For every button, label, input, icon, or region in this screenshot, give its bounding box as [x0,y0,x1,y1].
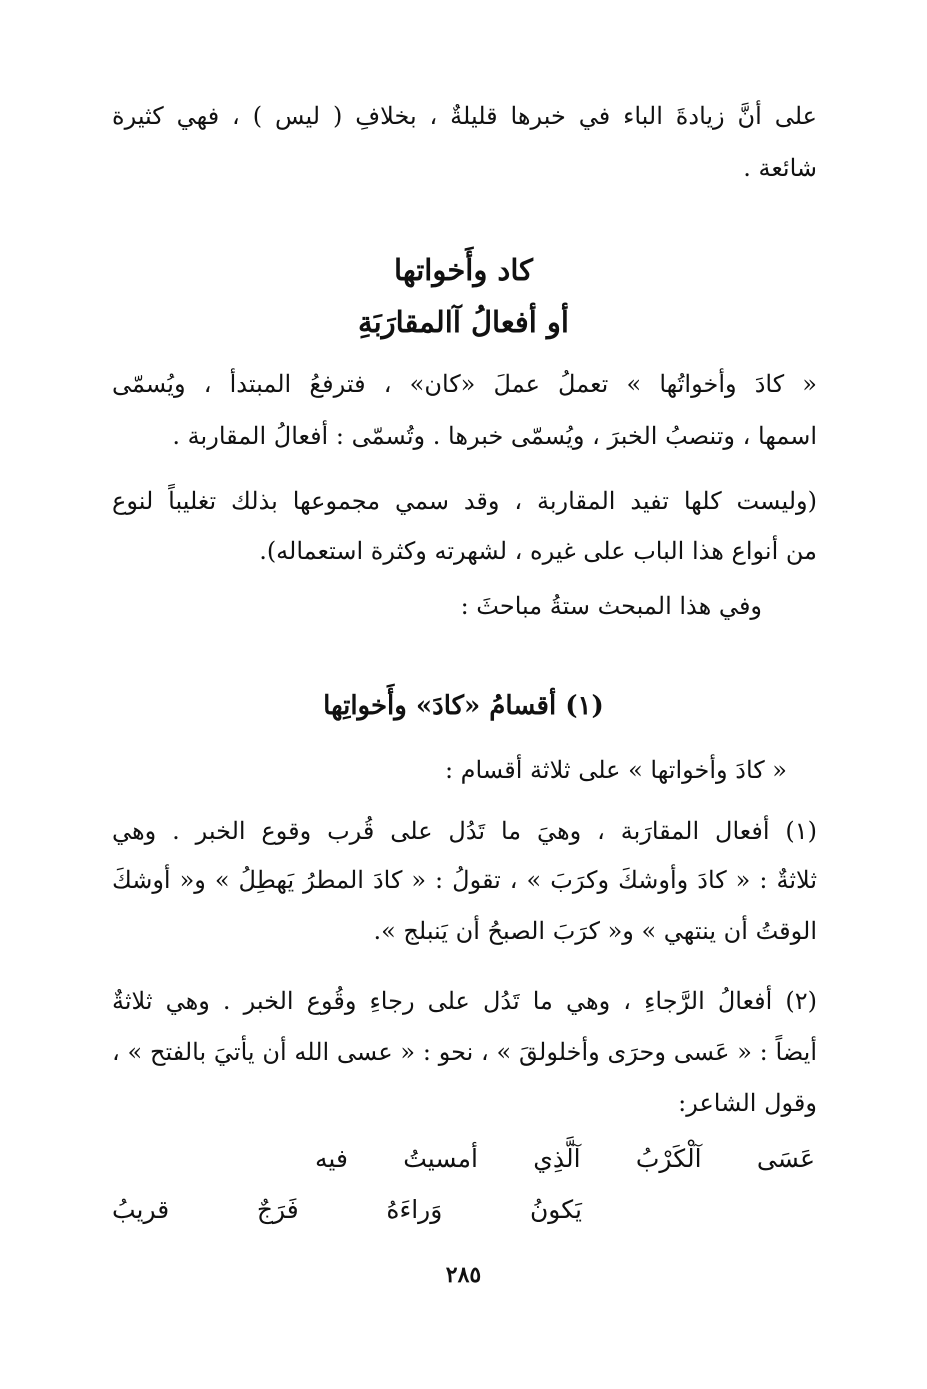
chapter-subtitle: أو أفعالُ آالمقارَبَةِ [358,305,569,339]
para3-line-1: وفي هذا المبحث ستةُ مباحثَ : [460,592,762,620]
page-number: ٢٨٥ [445,1262,482,1288]
intro-line-1: على أنَّ زيادةَ الباء في خبرها قليلةٌ ، بخلافِ ( ليس ) ، فهي كثيرة [112,102,817,130]
section-heading: (١) أقسامُ «كادَ» وأَخواتِها [323,691,604,721]
para5-line-2: ثلاثةٌ : « كادَ وأوشكَ وكرَبَ » ، تقولُ : « كادَ المطرُ يَهطِلُ » و« أوشكَ [112,866,817,894]
para5-line-1: (١) أفعال المقارَبة ، وهيَ ما تَدُل على قُرب وقوع الخبر . وهي [112,817,817,845]
para2-line-2: من أنواع هذا الباب على غيره ، لشهرته وكثرة استعماله). [259,537,817,565]
para1-line-2: اسمها ، وتنصبُ الخبرَ ، ويُسمّى خبرها . وتُسمّى : أفعالُ المقاربة . [172,422,817,450]
verse-line-1: عَسَى آلْكَرْبُ آلَّذِي أمسيتُ فيه [315,1144,815,1173]
para5-line-3: الوقتُ أن ينتهي » و« كرَبَ الصبحُ أن يَنبلج ». [373,917,817,945]
intro-line-2: شائعة . [743,154,817,182]
para2-line-1: (وليست كلها تفيد المقاربة ، وقد سمي مجموعها بذلك تغليباً لنوع [112,487,817,515]
para6-line-2: أيضاً : « عَسى وحرَى وأخلولقَ » ، نحو : « عسى الله أن يأتيَ بالفتح » ، [112,1038,817,1066]
para6-line-1: (٢) أفعالُ الرَّجاءِ ، وهي ما تَدُل على رجاءِ وقُوع الخبر . وهي ثلاثةٌ [112,987,817,1015]
para4-line-1: « كادَ وأخواتها » على ثلاثة أقسام : [444,756,787,784]
para6-line-3: وقول الشاعر: [678,1089,817,1117]
para1-line-1: « كادَ وأخواتُها » تعملُ عملَ «كان» ، فترفعُ المبتدأ ، ويُسمّى [112,370,817,398]
chapter-title: كاد وأَخواتها [394,253,533,287]
verse-line-2: يَكونُ وَراءَهُ فَرَجٌ قريبُ [112,1195,582,1224]
